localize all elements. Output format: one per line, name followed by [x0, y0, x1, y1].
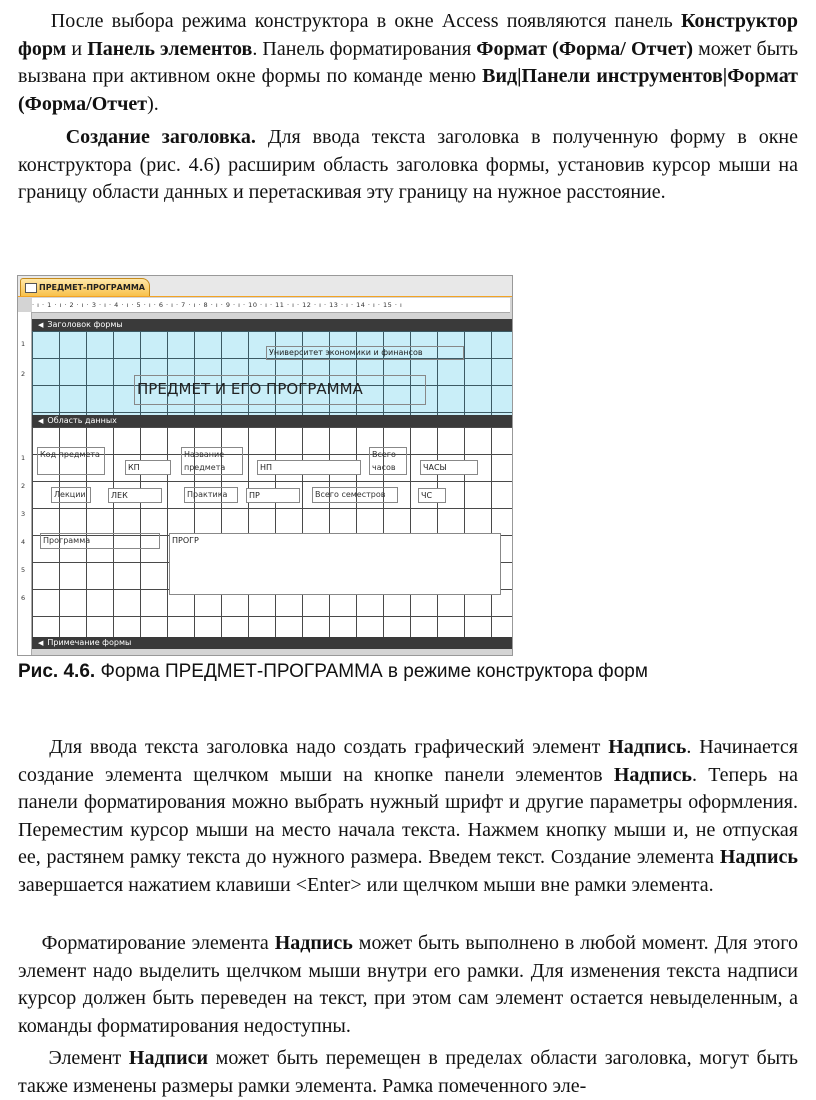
lek-field[interactable] [108, 488, 162, 503]
paragraph-label-creation [18, 734, 798, 899]
vruler-mark: 1 [21, 340, 26, 348]
form-data-area[interactable] [32, 427, 512, 637]
section-label: Область данных [47, 416, 117, 425]
text-run: завершается нажатием клавиши <Enter> или щелчком мыши вне рамки элемента. [18, 873, 714, 896]
field-text: НП [260, 463, 273, 472]
caption-text: Форма ПРЕДМЕТ-ПРОГРАММА в режиме конструктора форм [95, 661, 648, 682]
label-text: Название предмета [184, 450, 226, 472]
field-text: ЧС [421, 491, 433, 500]
figure-caption [18, 661, 808, 683]
chasy-field[interactable] [420, 460, 478, 475]
label-text: Всего семестров [315, 490, 386, 499]
bold-run: Создание заголовка. [65, 126, 256, 148]
pr-field[interactable] [246, 488, 300, 503]
text-run: . Панель форматирования [252, 37, 477, 60]
label-text: Всего часов [372, 450, 396, 472]
vruler-mark: 4 [21, 538, 26, 546]
vruler-mark: 6 [21, 594, 26, 602]
section-label: Заголовок формы [47, 320, 123, 329]
caption-number: Рис. 4.6. [18, 661, 96, 682]
text-run: Элемент [48, 1047, 129, 1069]
text-run: может быть вызвана при активном окне формы по команде меню [18, 37, 798, 87]
vruler-mark: 2 [21, 482, 26, 490]
label-text: Код предмета [40, 450, 100, 459]
section-bar-header[interactable] [32, 319, 512, 331]
ruler-text: · ı · 1 · ı · 2 · ı · 3 · ı · 4 · ı · 5 · ı · 6 · ı · 7 · ı · 8 · ı · 9 · ı · 10 · ı · 11 · ı · 12 · ı · 13 · ı · 14 · ı · 15 · ı [32, 301, 403, 309]
chs-field[interactable] [418, 488, 446, 503]
document-tab-bar [18, 276, 512, 297]
form-header-area[interactable] [32, 331, 512, 415]
vruler-mark: 2 [21, 370, 26, 378]
field-text: ЧАСЫ [423, 463, 447, 472]
name-label[interactable] [181, 447, 243, 475]
program-label[interactable] [40, 533, 160, 549]
bold-run: Надпись [274, 932, 353, 954]
horizontal-ruler [32, 298, 510, 313]
university-label-text: Университет экономики и финансов [269, 348, 423, 357]
bold-run: Конструктор форм [18, 10, 798, 60]
vruler-mark: 3 [21, 510, 26, 518]
text-run: После выбора режима конструктора в окне Access появляются панель [50, 10, 681, 32]
text-run: Для ввода текста заголовка надо создать графический элемент [49, 736, 609, 758]
bold-run: Надписи [128, 1047, 209, 1069]
form-designer-figure [17, 275, 513, 656]
collapse-arrow-icon: ◀ [38, 321, 44, 329]
collapse-arrow-icon: ◀ [38, 639, 44, 647]
field-text: ПРОГР [172, 536, 199, 545]
paragraph-title-creation [18, 124, 798, 207]
paragraph-intro [18, 8, 798, 118]
form-icon [25, 283, 37, 293]
kod-label[interactable] [37, 447, 105, 475]
text-run: ). [147, 92, 159, 115]
field-text: ПР [249, 491, 260, 500]
total-hours-label[interactable] [369, 447, 407, 475]
bold-run: Надпись [613, 763, 692, 786]
bold-run: Панель элементов [87, 37, 253, 60]
label-text: Программа [43, 536, 91, 545]
section-bar-footer[interactable] [32, 637, 512, 649]
tab-form[interactable] [20, 278, 150, 296]
text-run: и [66, 37, 88, 60]
form-title-text: ПРЕДМЕТ И ЕГО ПРОГРАММА [137, 380, 363, 398]
field-text: КП [128, 463, 140, 472]
field-text: ЛЕК [111, 491, 128, 500]
form-title-label[interactable] [134, 375, 426, 405]
practice-label[interactable] [184, 487, 238, 503]
np-field[interactable] [257, 460, 361, 475]
text-run: Для ввода текста заголовка в полученную форму в окне конструктора (рис. 4.6) расширим область заголовка формы, установив курсор мыши на границу области данных и перетаскивая эту границу на нужное расстояние. [18, 126, 799, 203]
semesters-label[interactable] [312, 487, 398, 503]
text-run: может быть перемещен в пределах области заголовка, могут быть также изменены размеры рамки элемента. Рамка помеченного эле- [18, 1047, 799, 1097]
section-label: Примечание формы [47, 638, 132, 647]
text-run: . Теперь на панели форматирования можно выбрать нужный шрифт и другие параметры оформления. Переместим курсор мыши на место начала текста. Нажмем кнопку мыши и, не отпуская ее, растянем рамку текста до нужного размера. Введем текст. Создание элемента [18, 763, 798, 868]
text-run: Форматирование элемента [41, 932, 275, 954]
paragraph-label-moving [18, 1045, 798, 1100]
text-run: . Начинается создание элемента щелчком мыши на кнопке панели элементов [18, 736, 798, 786]
kp-field[interactable] [125, 460, 171, 475]
label-text: Лекции [54, 490, 86, 499]
vruler-mark: 5 [21, 566, 26, 574]
tab-label: ПРЕДМЕТ-ПРОГРАММА [39, 283, 145, 292]
bold-run: Надпись [608, 736, 687, 758]
label-text: Практика [187, 490, 228, 499]
section-bar-data[interactable] [32, 415, 512, 427]
bold-run: Надпись [719, 846, 798, 868]
university-label[interactable] [266, 346, 464, 360]
vruler-mark: 1 [21, 454, 26, 462]
bold-run: Вид|Панели инструментов|Формат (Форма/Отчет [18, 65, 799, 115]
bold-run: Формат (Форма/ Отчет) [476, 37, 693, 60]
vertical-ruler [18, 312, 32, 655]
collapse-arrow-icon: ◀ [38, 417, 44, 425]
progr-field[interactable] [169, 533, 501, 595]
paragraph-label-formatting [18, 930, 798, 1040]
lectures-label[interactable] [51, 487, 91, 503]
text-run: может быть выполнено в любой момент. Для этого элемент надо выделить щелчком мыши внутри его рамки. Для изменения текста надписи курсор должен быть переведен на текст, при этом сам элемент остается невыделенным, а команды форматирования недоступны. [18, 932, 799, 1037]
